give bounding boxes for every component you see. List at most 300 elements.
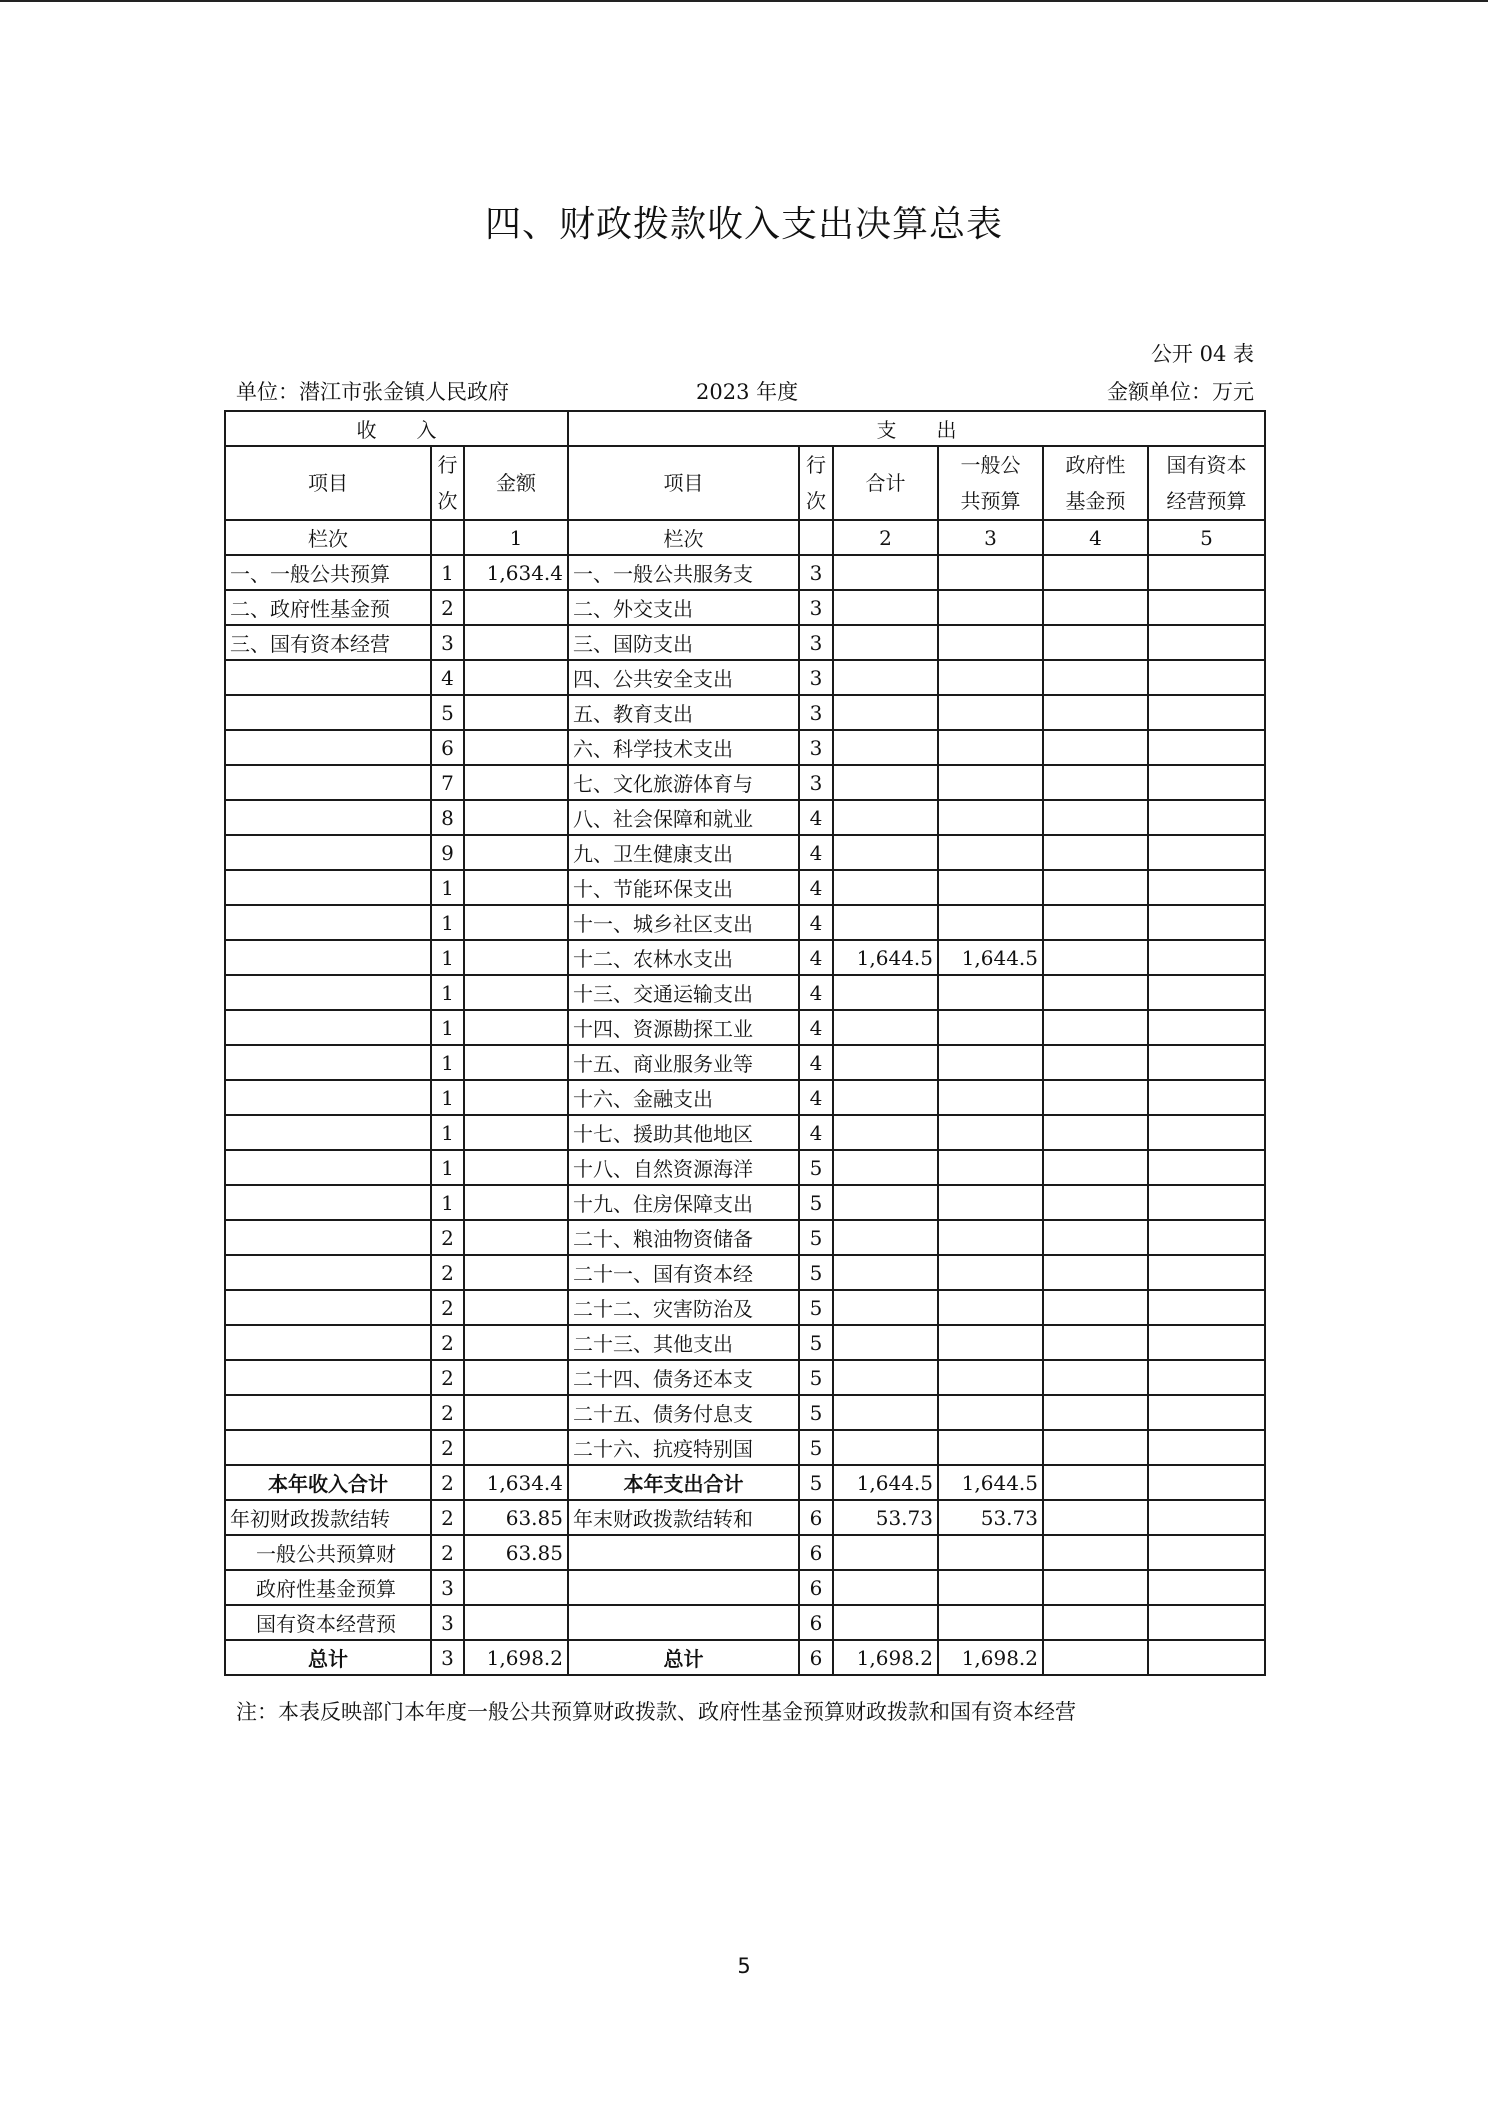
table-row [225, 1220, 1265, 1255]
summary-expense-total: 53.73 [833, 1500, 938, 1535]
income-amount [464, 1150, 568, 1185]
expense-total [833, 625, 938, 660]
empty-cell [1148, 1395, 1265, 1430]
summary-expense-item: 年末财政拨款结转和 [568, 1500, 799, 1535]
expense-line-no: 5 [799, 1185, 833, 1220]
expense-total [833, 905, 938, 940]
table-row [225, 1185, 1265, 1220]
table-row [225, 975, 1265, 1010]
expense-item: 十四、资源勘探工业 [568, 1010, 799, 1045]
summary-expense-total [833, 1605, 938, 1640]
income-item [225, 1360, 431, 1395]
income-amount [464, 1045, 568, 1080]
empty-cell [1148, 1290, 1265, 1325]
income-item [225, 1290, 431, 1325]
expense-general [938, 660, 1043, 695]
empty-cell [1043, 1185, 1148, 1220]
expense-item: 二十、粮油物资储备 [568, 1220, 799, 1255]
empty-cell [1148, 1605, 1265, 1640]
expense-total [833, 1010, 938, 1045]
expense-general [938, 590, 1043, 625]
income-item [225, 800, 431, 835]
summary-expense-general [938, 1605, 1043, 1640]
expense-line-no: 3 [799, 590, 833, 625]
income-amount [464, 590, 568, 625]
income-amount [464, 1360, 568, 1395]
empty-cell [1148, 765, 1265, 800]
table-row [225, 590, 1265, 625]
table-row [225, 1150, 1265, 1185]
summary-expense-line-no: 6 [799, 1640, 833, 1675]
expense-general [938, 870, 1043, 905]
summary-expense-general [938, 1535, 1043, 1570]
empty-cell [1148, 660, 1265, 695]
expense-general [938, 1395, 1043, 1430]
expense-item-header: 项目 [568, 446, 799, 520]
empty-cell [1043, 1255, 1148, 1290]
income-line-no: 1 [431, 1150, 464, 1185]
income-amount [464, 800, 568, 835]
income-line-no: 1 [431, 975, 464, 1010]
empty-cell [1043, 870, 1148, 905]
income-item [225, 1430, 431, 1465]
appropriation-table [224, 410, 1266, 1676]
income-line-no: 6 [431, 730, 464, 765]
empty-cell [1043, 590, 1148, 625]
expense-total [833, 555, 938, 590]
expense-item: 二十六、抗疫特别国 [568, 1430, 799, 1465]
income-line-no: 7 [431, 765, 464, 800]
income-amount [464, 625, 568, 660]
empty-cell [1148, 870, 1265, 905]
summary-income-amount: 63.85 [464, 1500, 568, 1535]
table-row [225, 870, 1265, 905]
summary-income-line-no: 2 [431, 1500, 464, 1535]
column-label: 栏次 [225, 520, 431, 555]
expense-item: 十七、援助其他地区 [568, 1115, 799, 1150]
empty-cell [1148, 940, 1265, 975]
summary-row [225, 1535, 1265, 1570]
income-line-no: 2 [431, 1360, 464, 1395]
income-amount [464, 660, 568, 695]
expense-item: 十八、自然资源海洋 [568, 1150, 799, 1185]
summary-expense-item [568, 1570, 799, 1605]
expense-line-no: 5 [799, 1220, 833, 1255]
expense-item: 六、科学技术支出 [568, 730, 799, 765]
empty-cell [799, 520, 833, 555]
income-amount [464, 975, 568, 1010]
expense-total [833, 800, 938, 835]
empty-cell [1043, 835, 1148, 870]
summary-income-amount: 63.85 [464, 1535, 568, 1570]
summary-expense-item: 本年支出合计 [568, 1465, 799, 1500]
expense-general [938, 1430, 1043, 1465]
header-row-2 [225, 446, 1265, 520]
summary-income-item: 一般公共预算财 [225, 1535, 431, 1570]
table-row [225, 555, 1265, 590]
summary-income-line-no: 3 [431, 1570, 464, 1605]
expense-line-no: 4 [799, 1045, 833, 1080]
expense-item: 四、公共安全支出 [568, 660, 799, 695]
summary-expense-line-no: 6 [799, 1605, 833, 1640]
expense-total [833, 695, 938, 730]
expense-item: 十三、交通运输支出 [568, 975, 799, 1010]
income-amount [464, 905, 568, 940]
expense-total [833, 1185, 938, 1220]
empty-cell [1148, 1360, 1265, 1395]
expense-total [833, 1115, 938, 1150]
income-amount [464, 1220, 568, 1255]
expense-item: 十二、农林水支出 [568, 940, 799, 975]
summary-expense-line-no: 5 [799, 1465, 833, 1500]
income-line-no: 1 [431, 905, 464, 940]
expense-general [938, 905, 1043, 940]
expense-line-no: 4 [799, 835, 833, 870]
empty-cell [1148, 1570, 1265, 1605]
expense-total [833, 590, 938, 625]
state-capital-header: 国有资本经营预算 [1148, 446, 1265, 520]
empty-cell [1043, 975, 1148, 1010]
expense-general [938, 835, 1043, 870]
expense-header: 支 出 [568, 411, 1265, 446]
col-1: 1 [464, 520, 568, 555]
income-line-no: 2 [431, 1220, 464, 1255]
expense-total [833, 835, 938, 870]
expense-general [938, 1115, 1043, 1150]
empty-cell [1043, 1290, 1148, 1325]
expense-line-no: 4 [799, 940, 833, 975]
expense-general [938, 695, 1043, 730]
income-item [225, 1150, 431, 1185]
empty-cell [1148, 590, 1265, 625]
empty-cell [1148, 1500, 1265, 1535]
header-row-1 [225, 411, 1265, 446]
expense-general [938, 1045, 1043, 1080]
summary-row [225, 1640, 1265, 1675]
expense-item: 五、教育支出 [568, 695, 799, 730]
expense-total: 1,644.5 [833, 940, 938, 975]
page-number: 5 [737, 1954, 751, 1978]
expense-line-no: 3 [799, 730, 833, 765]
empty-cell [1043, 730, 1148, 765]
empty-cell [1043, 800, 1148, 835]
empty-cell [1148, 1535, 1265, 1570]
expense-line-header: 行次 [799, 446, 833, 520]
expense-total [833, 1325, 938, 1360]
empty-cell [1148, 800, 1265, 835]
income-line-no: 1 [431, 1045, 464, 1080]
income-line-no: 1 [431, 1010, 464, 1045]
summary-expense-line-no: 6 [799, 1570, 833, 1605]
summary-expense-general: 1,698.2 [938, 1640, 1043, 1675]
empty-cell [1148, 1080, 1265, 1115]
table-row [225, 660, 1265, 695]
empty-cell [1148, 1430, 1265, 1465]
expense-general: 1,644.5 [938, 940, 1043, 975]
money-unit-label: 金额单位：万元 [1107, 380, 1254, 404]
expense-general [938, 730, 1043, 765]
income-item [225, 905, 431, 940]
table-row [225, 1395, 1265, 1430]
table-row [225, 940, 1265, 975]
page-top-border [0, 0, 1488, 2]
expense-total [833, 1290, 938, 1325]
empty-cell [1148, 1255, 1265, 1290]
summary-income-line-no: 3 [431, 1605, 464, 1640]
empty-cell [1043, 1605, 1148, 1640]
summary-expense-general: 1,644.5 [938, 1465, 1043, 1500]
expense-general [938, 1220, 1043, 1255]
income-line-no: 8 [431, 800, 464, 835]
income-amount [464, 940, 568, 975]
expense-line-no: 4 [799, 1115, 833, 1150]
expense-line-no: 5 [799, 1325, 833, 1360]
expense-general [938, 1185, 1043, 1220]
summary-expense-general [938, 1570, 1043, 1605]
expense-total [833, 1360, 938, 1395]
table-row [225, 695, 1265, 730]
expense-total [833, 870, 938, 905]
income-item [225, 940, 431, 975]
income-amount [464, 1325, 568, 1360]
empty-cell [1148, 1115, 1265, 1150]
summary-income-item: 年初财政拨款结转 [225, 1500, 431, 1535]
income-item [225, 1185, 431, 1220]
expense-general [938, 625, 1043, 660]
expense-item: 二十四、债务还本支 [568, 1360, 799, 1395]
income-item [225, 730, 431, 765]
income-line-no: 9 [431, 835, 464, 870]
expense-total [833, 1080, 938, 1115]
expense-line-no: 5 [799, 1430, 833, 1465]
empty-cell [1043, 1570, 1148, 1605]
summary-expense-total: 1,644.5 [833, 1465, 938, 1500]
empty-cell [1148, 1220, 1265, 1255]
income-line-no: 2 [431, 1255, 464, 1290]
income-item [225, 695, 431, 730]
summary-income-item: 本年收入合计 [225, 1465, 431, 1500]
income-amount-header: 金额 [464, 446, 568, 520]
expense-line-no: 3 [799, 660, 833, 695]
empty-cell [1043, 765, 1148, 800]
expense-line-no: 4 [799, 905, 833, 940]
expense-general [938, 1150, 1043, 1185]
income-line-no: 1 [431, 870, 464, 905]
expense-line-no: 5 [799, 1360, 833, 1395]
expense-item: 九、卫生健康支出 [568, 835, 799, 870]
expense-line-no: 4 [799, 870, 833, 905]
col-5: 5 [1148, 520, 1265, 555]
income-item: 一、一般公共预算 [225, 555, 431, 590]
table-row [225, 765, 1265, 800]
empty-cell [1148, 1640, 1265, 1675]
expense-line-no: 5 [799, 1290, 833, 1325]
summary-expense-total [833, 1570, 938, 1605]
income-line-no: 5 [431, 695, 464, 730]
table-row [225, 625, 1265, 660]
income-amount [464, 835, 568, 870]
income-item: 二、政府性基金预 [225, 590, 431, 625]
income-item [225, 1255, 431, 1290]
income-amount [464, 695, 568, 730]
general-budget-header: 一般公共预算 [938, 446, 1043, 520]
empty-cell [1043, 1010, 1148, 1045]
expense-total [833, 975, 938, 1010]
income-line-header: 行次 [431, 446, 464, 520]
income-line-no: 1 [431, 1185, 464, 1220]
summary-expense-item [568, 1535, 799, 1570]
total-header: 合计 [833, 446, 938, 520]
expense-total [833, 1395, 938, 1430]
expense-item: 一、一般公共服务支 [568, 555, 799, 590]
column-label-row [225, 520, 1265, 555]
expense-line-no: 4 [799, 1080, 833, 1115]
empty-cell [1148, 1010, 1265, 1045]
income-item [225, 1325, 431, 1360]
income-amount [464, 1395, 568, 1430]
expense-general [938, 1325, 1043, 1360]
expense-general [938, 765, 1043, 800]
year-label: 2023 年度 [696, 380, 799, 404]
income-line-no: 2 [431, 1325, 464, 1360]
empty-cell [1043, 1150, 1148, 1185]
income-item: 三、国有资本经营 [225, 625, 431, 660]
summary-expense-total: 1,698.2 [833, 1640, 938, 1675]
income-item-header: 项目 [225, 446, 431, 520]
expense-total [833, 765, 938, 800]
expense-general [938, 555, 1043, 590]
summary-expense-total [833, 1535, 938, 1570]
expense-total [833, 1220, 938, 1255]
empty-cell [1043, 1465, 1148, 1500]
expense-general [938, 1080, 1043, 1115]
expense-item: 十六、金融支出 [568, 1080, 799, 1115]
income-line-no: 2 [431, 1395, 464, 1430]
table-row [225, 1115, 1265, 1150]
income-amount [464, 1290, 568, 1325]
income-line-no: 1 [431, 940, 464, 975]
col-3: 3 [938, 520, 1043, 555]
empty-cell [1043, 625, 1148, 660]
expense-item: 十、节能环保支出 [568, 870, 799, 905]
summary-income-amount: 1,698.2 [464, 1640, 568, 1675]
income-item [225, 870, 431, 905]
income-item [225, 660, 431, 695]
table-row [225, 1010, 1265, 1045]
expense-item: 二、外交支出 [568, 590, 799, 625]
expense-line-no: 5 [799, 1150, 833, 1185]
empty-cell [1148, 1150, 1265, 1185]
table-row [225, 905, 1265, 940]
empty-cell [1043, 1430, 1148, 1465]
expense-line-no: 3 [799, 695, 833, 730]
empty-cell [1043, 1395, 1148, 1430]
income-line-no: 3 [431, 625, 464, 660]
empty-cell [1043, 1080, 1148, 1115]
summary-row [225, 1500, 1265, 1535]
income-amount [464, 1115, 568, 1150]
empty-cell [431, 520, 464, 555]
expense-item: 二十一、国有资本经 [568, 1255, 799, 1290]
income-amount [464, 1185, 568, 1220]
empty-cell [1148, 555, 1265, 590]
expense-general [938, 800, 1043, 835]
empty-cell [1043, 905, 1148, 940]
expense-line-no: 4 [799, 975, 833, 1010]
income-amount [464, 730, 568, 765]
expense-line-no: 5 [799, 1255, 833, 1290]
expense-general [938, 1255, 1043, 1290]
expense-line-no: 3 [799, 625, 833, 660]
income-line-no: 2 [431, 1430, 464, 1465]
expense-line-no: 5 [799, 1395, 833, 1430]
income-item [225, 1080, 431, 1115]
expense-item: 十九、住房保障支出 [568, 1185, 799, 1220]
income-item [225, 975, 431, 1010]
empty-cell [1043, 1360, 1148, 1395]
empty-cell [1043, 1220, 1148, 1255]
empty-cell [1148, 1045, 1265, 1080]
expense-item: 十五、商业服务业等 [568, 1045, 799, 1080]
income-amount [464, 1430, 568, 1465]
expense-item: 八、社会保障和就业 [568, 800, 799, 835]
empty-cell [1043, 1535, 1148, 1570]
expense-item: 十一、城乡社区支出 [568, 905, 799, 940]
expense-line-no: 4 [799, 800, 833, 835]
income-item [225, 1010, 431, 1045]
summary-expense-item [568, 1605, 799, 1640]
expense-total [833, 660, 938, 695]
summary-income-amount: 1,634.4 [464, 1465, 568, 1500]
summary-expense-item: 总计 [568, 1640, 799, 1675]
expense-total [833, 730, 938, 765]
table-row [225, 1290, 1265, 1325]
table-row [225, 730, 1265, 765]
empty-cell [1148, 975, 1265, 1010]
expense-total [833, 1150, 938, 1185]
table-row [225, 835, 1265, 870]
empty-cell [1148, 625, 1265, 660]
gov-fund-header: 政府性基金预 [1043, 446, 1148, 520]
expense-item: 二十二、灾害防治及 [568, 1290, 799, 1325]
income-item [225, 1045, 431, 1080]
income-amount [464, 765, 568, 800]
table-row [225, 1325, 1265, 1360]
summary-income-amount [464, 1605, 568, 1640]
empty-cell [1043, 695, 1148, 730]
income-amount [464, 1080, 568, 1115]
empty-cell [1148, 730, 1265, 765]
empty-cell [1043, 660, 1148, 695]
income-amount [464, 1255, 568, 1290]
table-row [225, 1255, 1265, 1290]
income-amount [464, 870, 568, 905]
expense-general [938, 1290, 1043, 1325]
income-item [225, 1220, 431, 1255]
expense-line-no: 3 [799, 765, 833, 800]
income-item [225, 765, 431, 800]
income-amount: 1,634.4 [464, 555, 568, 590]
expense-line-no: 4 [799, 1010, 833, 1045]
col-2: 2 [833, 520, 938, 555]
empty-cell [1043, 1045, 1148, 1080]
empty-cell [1148, 1185, 1265, 1220]
expense-general [938, 1010, 1043, 1045]
expense-total [833, 1045, 938, 1080]
table-row [225, 1360, 1265, 1395]
income-header: 收 入 [225, 411, 568, 446]
summary-income-line-no: 2 [431, 1535, 464, 1570]
